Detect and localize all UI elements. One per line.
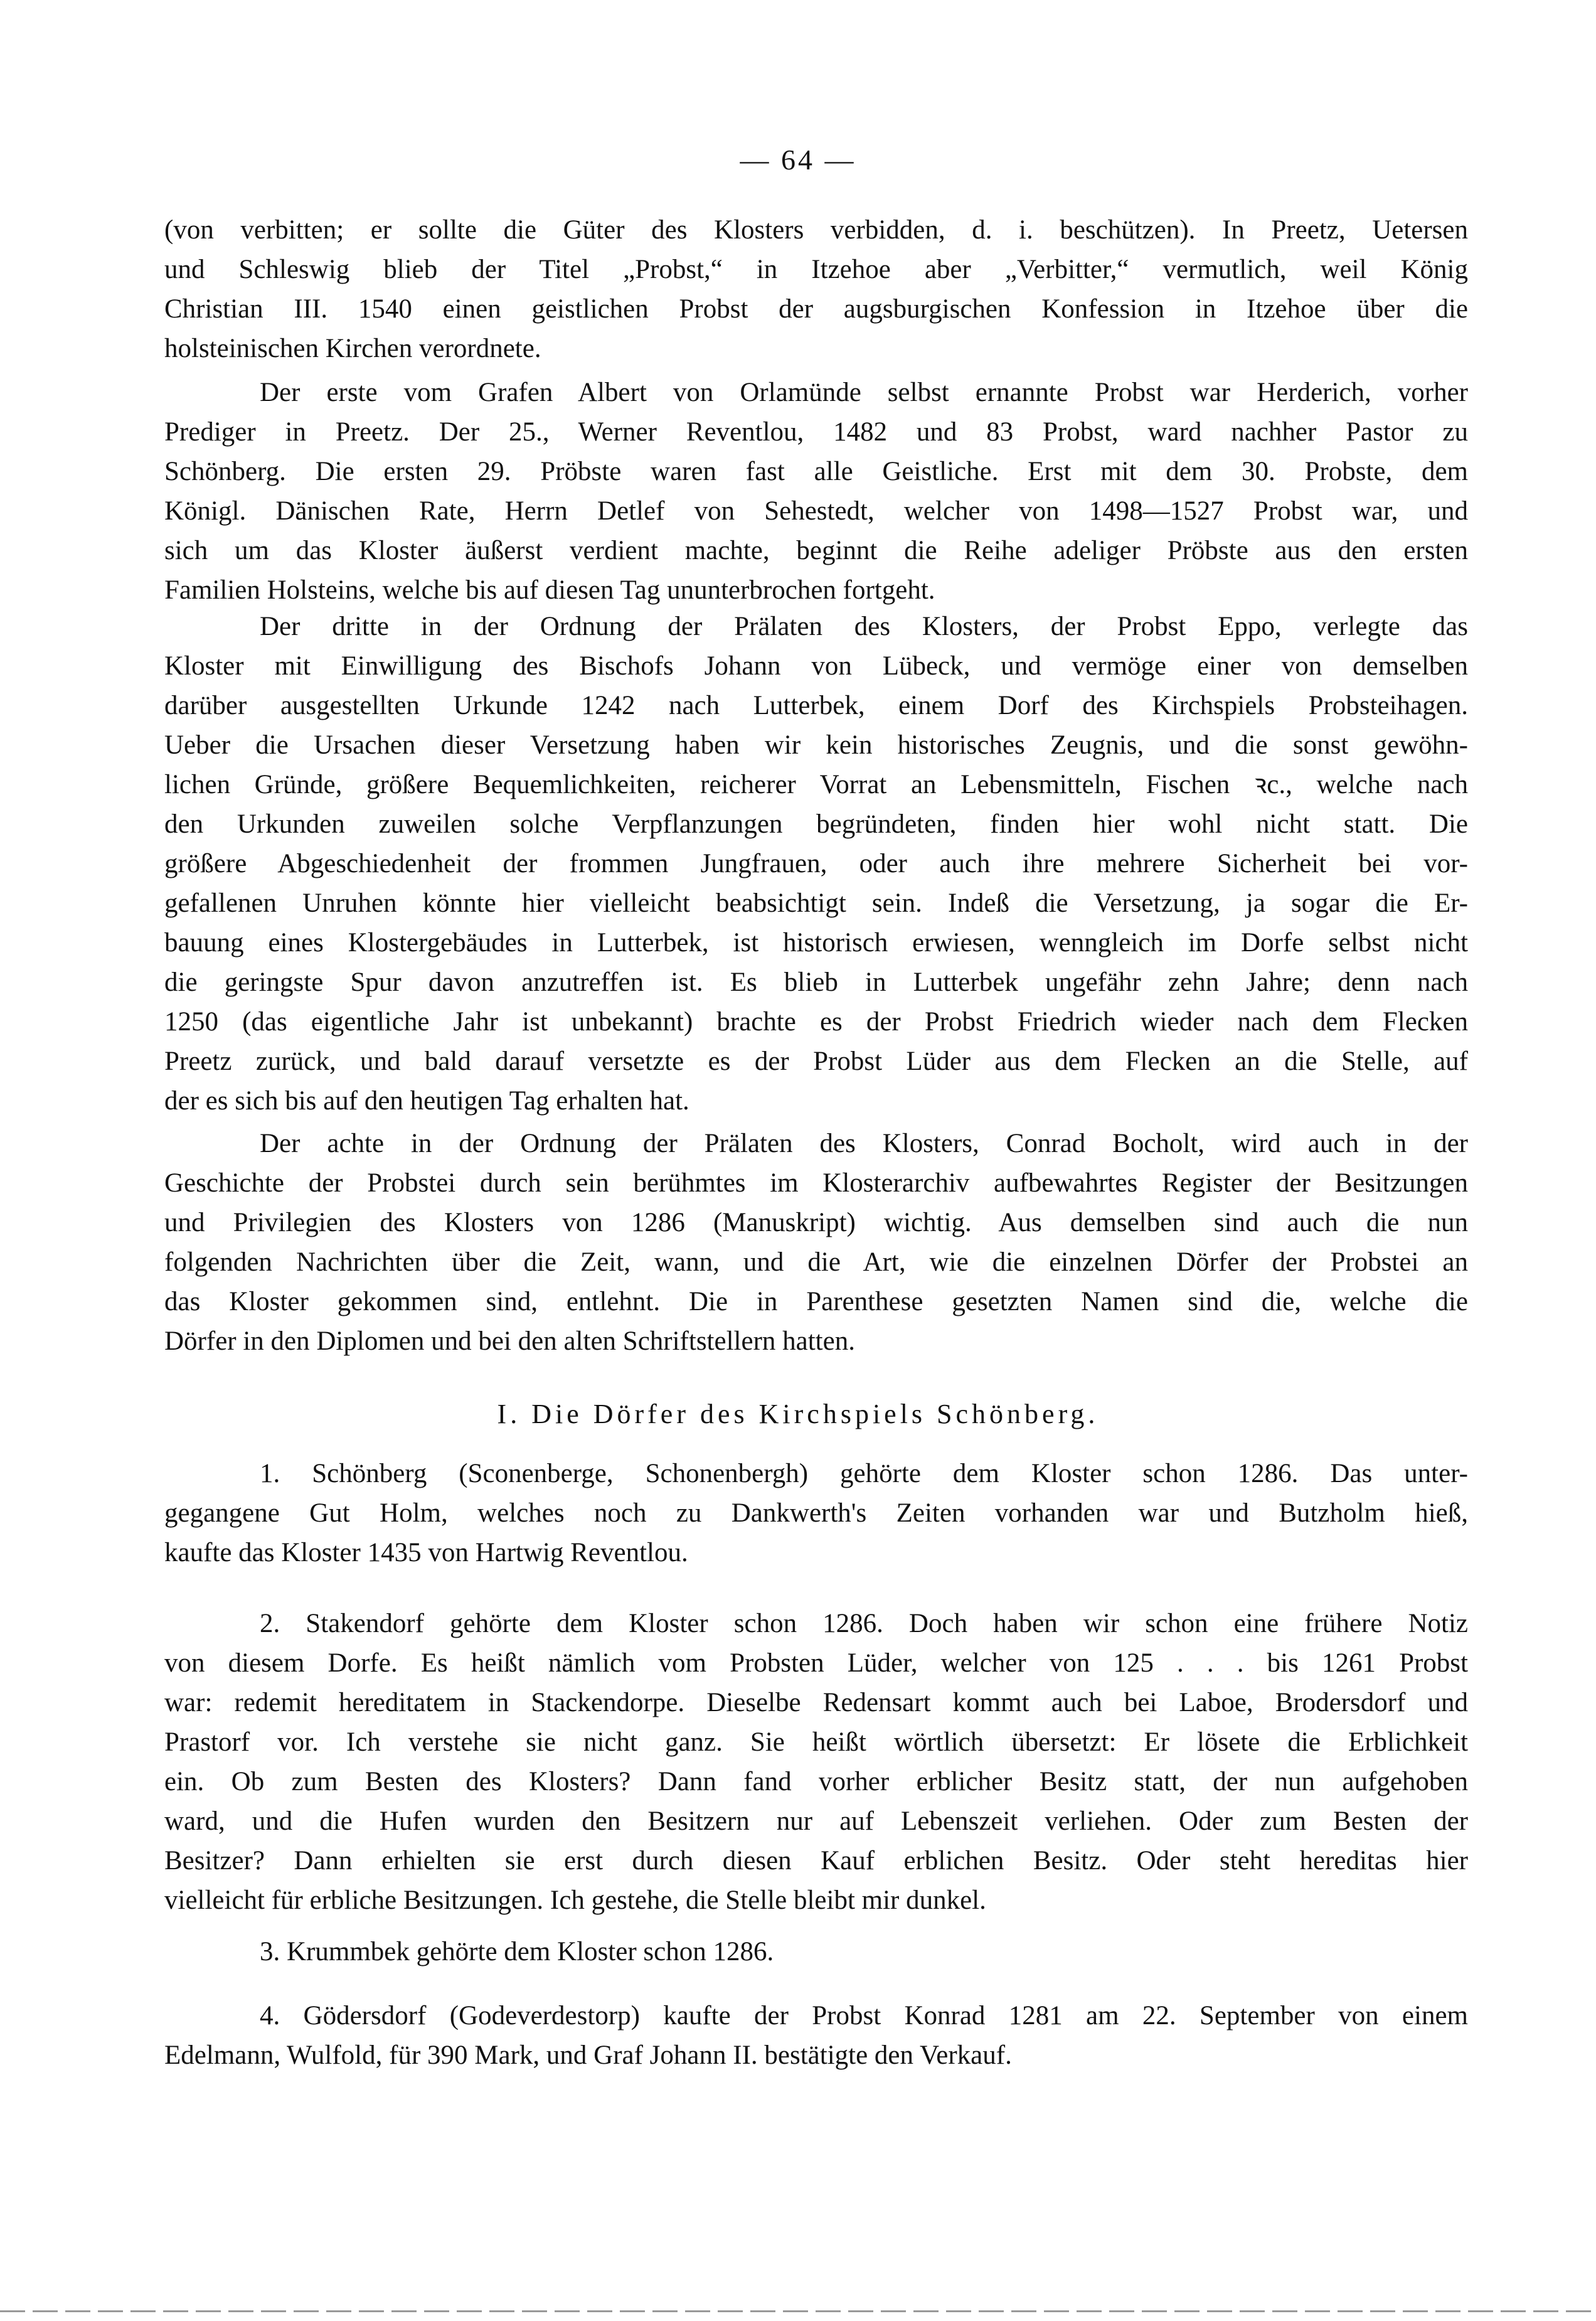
text-line: Kloster mit Einwilligung des Bischofs Johann von Lübeck, und vermöge einer von demselben [164, 651, 1468, 681]
paragraph [164, 1604, 1468, 1920]
text-line: Geschichte der Probstei durch sein berühmtes im Klosterarchiv aufbewahrtes Register der Besitzungen [164, 1168, 1468, 1198]
scan-edge-divider [0, 2310, 1596, 2312]
text-line: Der dritte in der Ordnung der Prälaten des Klosters, der Probst Eppo, verlegte das [260, 612, 1468, 641]
paragraph [164, 210, 1468, 368]
paragraph [164, 607, 1468, 1121]
text-line: Schönberg. Die ersten 29. Pröbste waren fast alle Geistliche. Erst mit dem 30. Probste, dem [164, 457, 1468, 486]
text-line: Besitzer? Dann erhielten sie erst durch diesen Kauf erblichen Besitz. Oder steht hereditas hier [164, 1846, 1468, 1875]
text-line: Prastorf vor. Ich verstehe sie nicht ganz. Sie heißt wörtlich übersetzt: Er lösete die Erblichkeit [164, 1727, 1468, 1757]
text-line: Königl. Dänischen Rate, Herrn Detlef von Sehestedt, welcher von 1498—1527 Probst war, und [164, 496, 1468, 526]
text-line: ein. Ob zum Besten des Klosters? Dann fand vorher erblicher Besitz statt, der nun aufgehoben [164, 1767, 1468, 1796]
text-line: vielleicht für erbliche Besitzungen. Ich gestehe, die Stelle bleibt mir dunkel. [164, 1886, 986, 1915]
text-line: Prediger in Preetz. Der 25., Werner Reventlou, 1482 und 83 Probst, ward nachher Pastor zu [164, 417, 1468, 447]
text-line: Der erste vom Grafen Albert von Orlamünde selbst ernannte Probst war Herderich, vorher [260, 378, 1468, 407]
text-line: und Schleswig blieb der Titel „Probst,“ in Itzehoe aber „Verbitter,“ vermutlich, weil König [164, 255, 1468, 284]
text-line: 3. Krummbek gehörte dem Kloster schon 1286. [260, 1937, 774, 1966]
text-line: Christian III. 1540 einen geistlichen Probst der augsburgischen Konfession in Itzehoe über die [164, 294, 1468, 324]
text-line: kaufte das Kloster 1435 von Hartwig Reventlou. [164, 1538, 688, 1567]
paragraph [164, 1932, 1468, 1972]
section-heading: I. Die Dörfer des Kirchspiels Schönberg. [497, 1399, 1099, 1429]
text-line: die geringste Spur davon anzutreffen ist. Es blieb in Lutterbek ungefähr zehn Jahre; denn nach [164, 968, 1468, 997]
paragraph [164, 1996, 1468, 2075]
page-number: — 64 — [740, 144, 856, 176]
text-line: sich um das Kloster äußerst verdient machte, beginnt die Reihe adeliger Pröbste aus den ersten [164, 536, 1468, 565]
text-line: holsteinischen Kirchen verordnete. [164, 334, 541, 363]
text-line: der es sich bis auf den heutigen Tag erhalten hat. [164, 1086, 689, 1116]
text-line: darüber ausgestellten Urkunde 1242 nach Lutterbek, einem Dorf des Kirchspiels Probsteihagen. [164, 691, 1468, 720]
text-line: Familien Holsteins, welche bis auf diesen Tag ununterbrochen fortgeht. [164, 575, 935, 605]
text-line: Ueber die Ursachen dieser Versetzung haben wir kein historisches Zeugnis, und die sonst gewöhn- [164, 730, 1468, 760]
text-line: das Kloster gekommen sind, entlehnt. Die in Parenthese gesetzten Namen sind die, welche die [164, 1287, 1468, 1316]
text-line: Preetz zurück, und bald darauf versetzte es der Probst Lüder aus dem Flecken an die Stelle, auf [164, 1047, 1468, 1076]
text-line: und Privilegien des Klosters von 1286 (Manuskript) wichtig. Aus demselben sind auch die nun [164, 1208, 1468, 1237]
text-line: 1. Schönberg (Sconenberge, Schonenbergh) gehörte dem Kloster schon 1286. Das unter- [260, 1459, 1468, 1488]
text-line: ward, und die Hufen wurden den Besitzern nur auf Lebenszeit verliehen. Oder zum Besten der [164, 1806, 1468, 1836]
text-line: folgenden Nachrichten über die Zeit, wann, und die Art, wie die einzelnen Dörfer der Probstei an [164, 1247, 1468, 1277]
paragraph [164, 1124, 1468, 1361]
text-line: 1250 (das eigentliche Jahr ist unbekannt) brachte es der Probst Friedrich wieder nach dem Flecken [164, 1007, 1468, 1037]
text-line: größere Abgeschiedenheit der frommen Jungfrauen, oder auch ihre mehrere Sicherheit bei vor- [164, 849, 1468, 878]
paragraph [164, 373, 1468, 610]
text-line: gegangene Gut Holm, welches noch zu Dankwerth's Zeiten vorhanden war und Butzholm hieß, [164, 1498, 1468, 1528]
text-line: war: redemit hereditatem in Stackendorpe. Dieselbe Redensart kommt auch bei Laboe, Brodersdorf und [164, 1688, 1468, 1717]
text-line: den Urkunden zuweilen solche Verpflanzungen begründeten, finden hier wohl nicht statt. Die [164, 809, 1468, 839]
text-line: bauung eines Klostergebäudes in Lutterbek, ist historisch erwiesen, wenngleich im Dorfe selbst nicht [164, 928, 1468, 958]
text-line: Dörfer in den Diplomen und bei den alten Schriftstellern hatten. [164, 1326, 855, 1356]
text-line: 2. Stakendorf gehörte dem Kloster schon 1286. Doch haben wir schon eine frühere Notiz [260, 1609, 1468, 1638]
text-line: lichen Gründe, größere Bequemlichkeiten, reicherer Vorrat an Lebensmitteln, Fischen ꝛc., welche nach [164, 770, 1468, 799]
text-line: (von verbitten; er sollte die Güter des Klosters verbidden, d. i. beschützen). In Preetz, Uetersen [164, 215, 1468, 245]
text-line: von diesem Dorfe. Es heißt nämlich vom Probsten Lüder, welcher von 125 . . . bis 1261 Probst [164, 1648, 1468, 1678]
text-line: 4. Gödersdorf (Godeverdestorp) kaufte der Probst Konrad 1281 am 22. September von einem [260, 2001, 1468, 2030]
paragraph [164, 1454, 1468, 1572]
text-line: gefallenen Unruhen könnte hier vielleicht beabsichtigt sein. Indeß die Versetzung, ja sogar die Er- [164, 888, 1468, 918]
text-line: Der achte in der Ordnung der Prälaten des Klosters, Conrad Bocholt, wird auch in der [260, 1129, 1468, 1158]
text-line: Edelmann, Wulfold, für 390 Mark, und Graf Johann II. bestätigte den Verkauf. [164, 2041, 1012, 2070]
